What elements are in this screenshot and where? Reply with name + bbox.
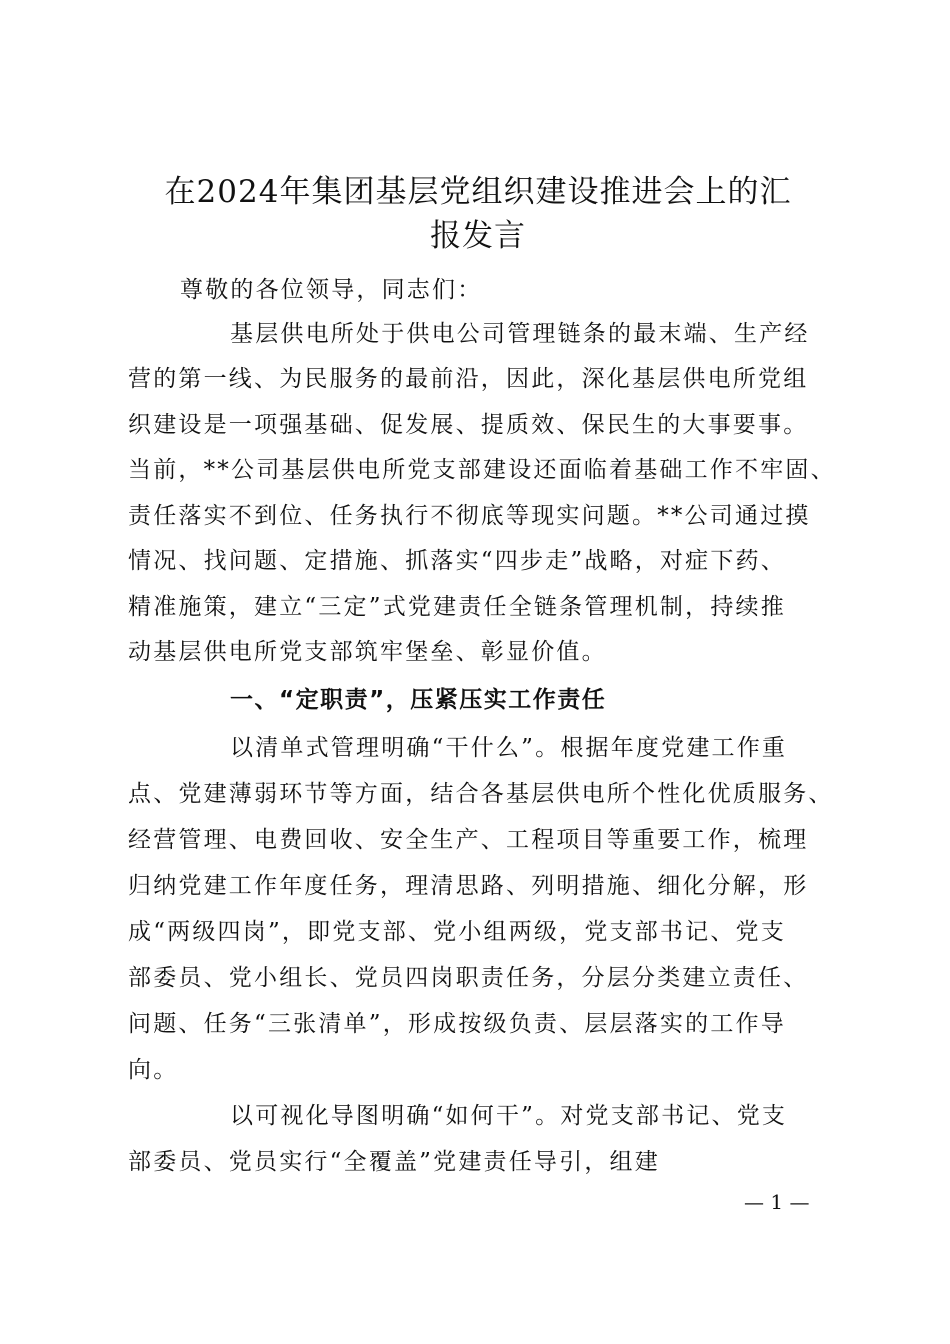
paragraph-2-line: 以清单式管理明确“干什么”。根据年度党建工作重	[230, 735, 788, 761]
paragraph-1-line: 当前，**公司基层供电所党支部建设还面临着基础工作不牢固、	[128, 457, 836, 483]
paragraph-2-line: 归纳党建工作年度任务，理清思路、列明措施、细化分解，形	[128, 873, 809, 899]
salutation: 尊敬的各位领导，同志们：	[180, 277, 483, 303]
title-line-2: 报发言	[430, 218, 526, 254]
paragraph-2-line: 成“两级四岗”，即党支部、党小组两级，党支部书记、党支	[128, 919, 786, 945]
paragraph-1-line: 情况、找问题、定措施、抓落实“四步走”战略，对症下药、	[128, 548, 786, 574]
title-line-1: 在2024年集团基层党组织建设推进会上的汇	[164, 174, 792, 210]
paragraph-1-line: 营的第一线、为民服务的最前沿，因此，深化基层供电所党组	[128, 366, 809, 392]
paragraph-3-line: 部委员、党员实行“全覆盖”党建责任导引，组建	[128, 1149, 660, 1175]
document-title	[128, 170, 828, 258]
paragraph-1-line: 责任落实不到位、任务执行不彻底等现实问题。**公司通过摸	[128, 503, 811, 529]
page-number: — 1 —	[744, 1190, 810, 1214]
paragraph-2-line: 经营管理、电费回收、安全生产、工程项目等重要工作，梳理	[128, 827, 809, 853]
paragraph-2-line: 点、党建薄弱环节等方面，结合各基层供电所个性化优质服务、	[128, 781, 834, 807]
paragraph-1-line: 动基层供电所党支部筑牢堡垒、彰显价值。	[128, 639, 607, 665]
paragraph-3-line: 以可视化导图明确“如何干”。对党支部书记、党支	[230, 1103, 788, 1129]
paragraph-1-line: 织建设是一项强基础、促发展、提质效、保民生的大事要事。	[128, 412, 809, 438]
paragraph-2-line: 向。	[128, 1057, 179, 1083]
section-heading-1: 一、“定职责”，压紧压实工作责任	[230, 687, 607, 713]
paragraph-1-line: 基层供电所处于供电公司管理链条的最末端、生产经	[230, 321, 810, 347]
paragraph-2-line: 部委员、党小组长、党员四岗职责任务，分层分类建立责任、	[128, 965, 809, 991]
paragraph-1-line: 精准施策，建立“三定”式党建责任全链条管理机制，持续推	[128, 594, 786, 620]
paragraph-2-line: 问题、任务“三张清单”，形成按级负责、层层落实的工作导	[128, 1011, 786, 1037]
